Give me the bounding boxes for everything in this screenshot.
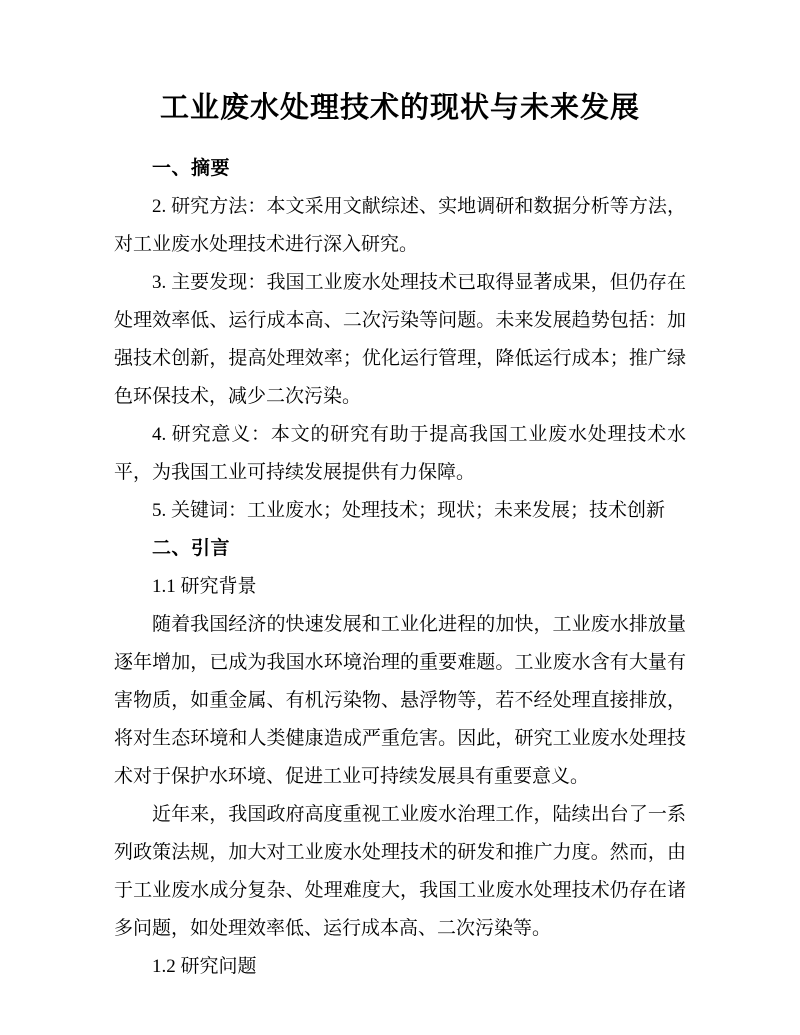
paragraph-research-methods: 2. 研究方法：本文采用文献综述、实地调研和数据分析等方法，对工业废水处理技术进行深入研究。: [114, 195, 686, 255]
paragraph-research-significance: 4. 研究意义：本文的研究有助于提高我国工业废水处理技术水平，为我国工业可持续发展提供有力保障。: [114, 423, 686, 483]
paragraph-main-findings: 3. 主要发现：我国工业废水处理技术已取得显著成果，但仍存在处理效率低、运行成本高、二次污染等问题。未来发展趋势包括：加强技术创新，提高处理效率；优化运行管理，降低运行成本；推广绿色环保技术，减少二次污染。: [114, 271, 686, 407]
subsection-heading-research-questions: 1.2 研究问题: [152, 955, 257, 977]
paragraph-keywords: 5. 关键词：工业废水；处理技术；现状；未来发展；技术创新: [152, 499, 666, 521]
paragraph-background-1: 随着我国经济的快速发展和工业化进程的加快，工业废水排放量逐年增加，已成为我国水环境治理的重要难题。工业废水含有大量有害物质，如重金属、有机污染物、悬浮物等，若不经处理直接排放，将对生态环境和人类健康造成严重危害。因此，研究工业废水处理技术对于保护水环境、促进工业可持续发展具有重要意义。: [114, 613, 686, 787]
subsection-heading-research-background: 1.1 研究背景: [152, 575, 257, 597]
paragraph-background-2: 近年来，我国政府高度重视工业废水治理工作，陆续出台了一系列政策法规，加大对工业废水处理技术的研发和推广力度。然而，由于工业废水成分复杂、处理难度大，我国工业废水处理技术仍存在诸多问题，如处理效率低、运行成本高、二次污染等。: [114, 803, 686, 939]
section-heading-abstract: 一、摘要: [152, 157, 231, 179]
section-heading-introduction: 二、引言: [152, 537, 231, 559]
document-title: 工业废水处理技术的现状与未来发展: [159, 92, 640, 124]
